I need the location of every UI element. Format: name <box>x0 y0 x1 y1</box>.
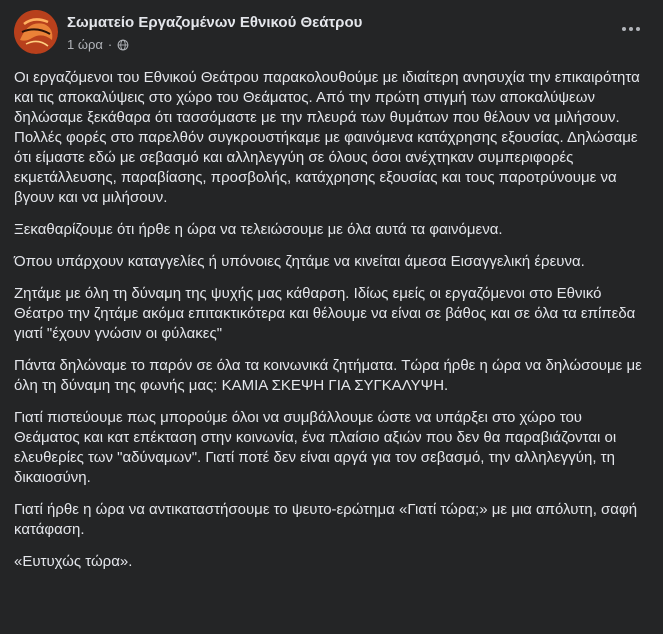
globe-icon[interactable] <box>117 39 129 51</box>
post-body <box>14 68 644 584</box>
post-timestamp[interactable]: 1 ώρα <box>67 37 103 52</box>
more-dot <box>636 27 640 31</box>
meta-separator: · <box>107 37 113 52</box>
page-name-link[interactable]: Σωματείο Εργαζομένων Εθνικού Θεάτρου <box>67 14 363 31</box>
post-paragraph: Οι εργαζόμενοι του Εθνικού Θεάτρου παρακολουθούμε με ιδιαίτερη ανησυχία την επικαιρότητα και τις αποκαλύψεις στο χώρο του Θεάματος. Από την πρώτη στιγμή των αποκαλύψεων δηλώσαμε ξεκάθαρα ότι τασσόμαστε με την πλευρά των θυμάτων που θέλουν να μιλήσουν. Πολλές φορές στο παρελθόν συγκρουστήκαμε με φαινόμενα κατάχρησης εξουσίας. Δηλώσαμε ότι είμαστε εδώ με σεβασμό και αλληλεγγύη σε όλους όσοι ανέχτηκαν συμπεριφορές εκμετάλλευσης, παραβίασης, προσβολής, κατάχρησης εξουσίας και τους παροτρύνουμε να βγουν και να μιλήσουν. <box>14 69 640 206</box>
post-paragraph: Ξεκαθαρίζουμε ότι ήρθε η ώρα να τελειώσουμε με όλα αυτά τα φαινόμενα. <box>14 221 503 238</box>
post-paragraph: Ζητάμε με όλη τη δύναμη της ψυχής μας κάθαρση. Ιδίως εμείς οι εργαζόμενοι στο Εθνικό Θέατρο την ζητάμε ακόμα επιτακτικότερα και θέλουμε να είναι σε βάθος και σε όλα τα επίπεδα γιατί "έχουν γνώσιν οι φύλακες" <box>14 285 636 342</box>
post-paragraph: «Ευτυχώς τώρα». <box>14 553 133 570</box>
post-paragraph: Γιατί ήρθε η ώρα να αντικαταστήσουμε το ψευτο-ερώτημα «Γιατί τώρα;» με μια απόλυτη, σαφή κατάφαση. <box>14 501 638 538</box>
more-dot <box>622 27 626 31</box>
more-dot <box>629 27 633 31</box>
post-header <box>14 10 649 58</box>
post-paragraph: Γιατί πιστεύουμε πως μπορούμε όλοι να συμβάλλουμε ώστε να υπάρξει στο χώρο του Θεάματος και κατ επέκταση στην κοινωνία, ένα πλαίσιο αξιών που δεν θα παραβιάζονται οι ελευθερίες των "αδύναμων". Γιατί ποτέ δεν είναι αργά για τον σεβασμό, την αλληλεγγύη, τη δικαιοσύνη. <box>14 409 617 486</box>
avatar-logo-icon <box>14 10 58 54</box>
post-meta <box>67 37 129 52</box>
more-options-icon[interactable] <box>617 18 645 40</box>
post-paragraph: Όπου υπάρχουν καταγγελίες ή υπόνοιες ζητάμε να κινείται άμεσα Εισαγγελική έρευνα. <box>14 253 585 270</box>
post-paragraph: Πάντα δηλώναμε το παρόν σε όλα τα κοινωνικά ζητήματα. Τώρα ήρθε η ώρα να δηλώσουμε με όλη τη δύναμη της φωνής μας: ΚΑΜΙΑ ΣΚΕΨΗ ΓΙΑ ΣΥΓΚΑΛΥΨΗ. <box>14 357 642 394</box>
page-avatar[interactable] <box>14 10 58 54</box>
